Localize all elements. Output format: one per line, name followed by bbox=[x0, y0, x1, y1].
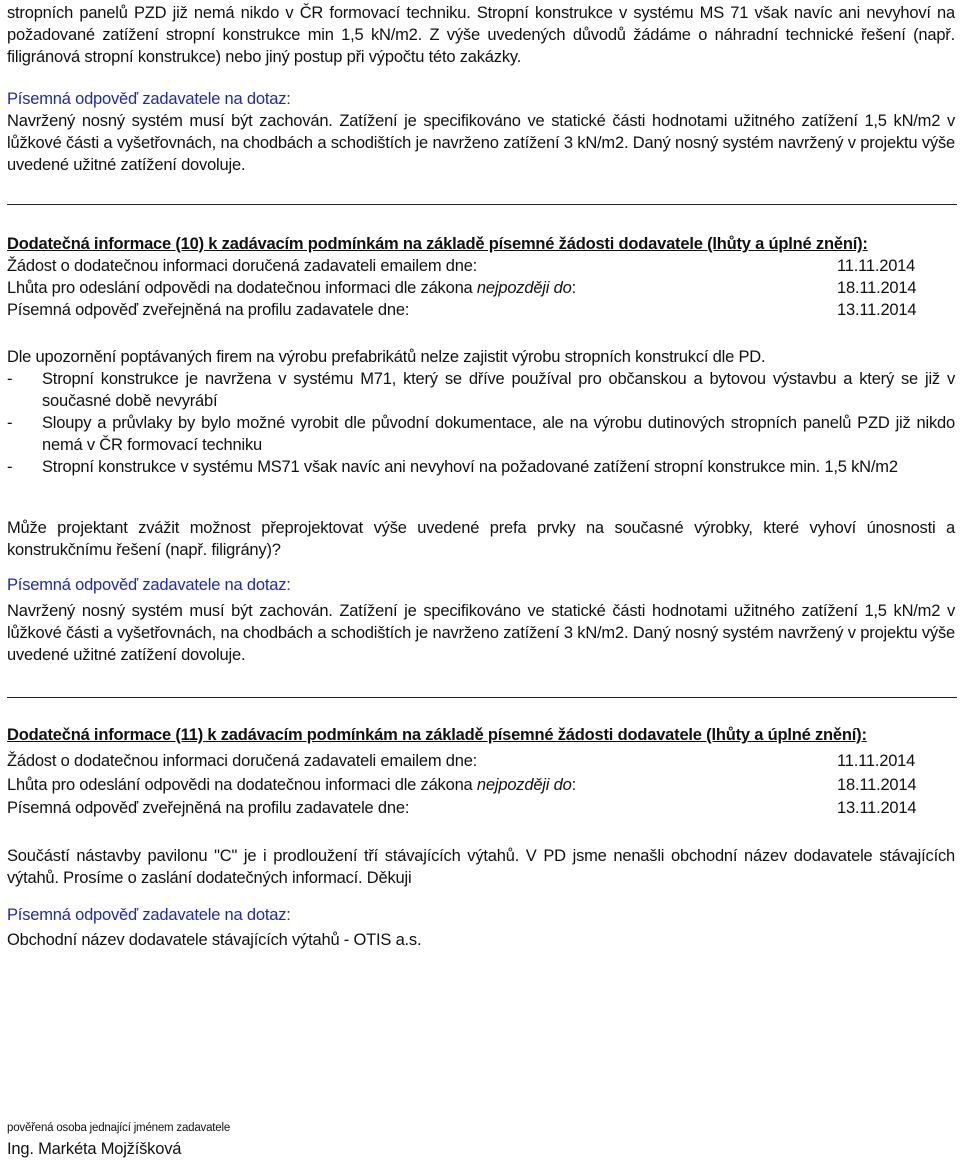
section-11-heading: Dodatečná informace (11) k zadávacím podmínkám na základě písemné žádosti dodavatele (lhůty a úplné znění): bbox=[7, 726, 867, 744]
list-item-text: Stropní konstrukce je navržena v systému M71, který se dříve používal pro občanskou a bytovou výstavbu a který se již v současné době nevyrábí bbox=[42, 370, 955, 410]
intro-paragraph: stropních panelů PZD již nemá nikdo v ČR formovací techniku. Stropní konstrukce v systému MS 71 však navíc ani nevyhoví na požadované zatížení stropní konstrukce min 1,5 kN/m2. Z výše uvedených důvodů žádáme o náhradní technické řešení (např. filigránová stropní konstrukce) nebo jiný postup při výpočtu této zakázky. bbox=[7, 4, 955, 66]
answer-heading: Písemná odpověď zadavatele na dotaz: bbox=[7, 90, 291, 108]
list-item bbox=[7, 412, 955, 456]
row-date: 13.11.2014 bbox=[837, 799, 917, 817]
row-label bbox=[7, 774, 576, 796]
section-11-row-deadline bbox=[7, 774, 937, 796]
row-label-colon: : bbox=[571, 279, 576, 297]
section-10-intro: Dle upozornění poptávaných firem na výrobu prefabrikátů nelze zajistit výrobu stropních konstrukcí dle PD. bbox=[7, 348, 766, 366]
section-10-row-published bbox=[7, 299, 937, 321]
row-label bbox=[7, 277, 576, 299]
answer-text: Obchodní název dodavatele stávajících výtahů - OTIS a.s. bbox=[7, 931, 422, 949]
row-date: 11.11.2014 bbox=[837, 752, 916, 770]
row-label-part: Lhůta pro odeslání odpovědi na dodatečnou informaci dle zákona bbox=[7, 279, 477, 297]
section-10-row-request bbox=[7, 255, 937, 277]
row-label-italic: nejpozději do bbox=[476, 279, 572, 297]
list-item bbox=[7, 456, 955, 478]
answer-text: Navržený nosný systém musí být zachován. Zatížení je specifikováno ve statické části hodnotami užitného zatížení 1,5 kN/m2 v lůžkové části a vyšetřovnách, na chodbách a schodištích je navrženo zatížení 3 kN/m2. Daný nosný systém navržený v projektu výše uvedené užitné zatížení dovoluje. bbox=[7, 602, 955, 664]
answer-heading: Písemná odpověď zadavatele na dotaz: bbox=[7, 906, 291, 924]
signatory-name: Ing. Markéta Mojžíšková bbox=[7, 1140, 182, 1158]
section-divider bbox=[7, 204, 957, 205]
row-label: Písemná odpověď zveřejněná na profilu zadavatele dne: bbox=[7, 301, 410, 319]
section-10-heading: Dodatečná informace (10) k zadávacím podmínkám na základě písemné žádosti dodavatele (lhůty a úplné znění): bbox=[7, 235, 868, 253]
row-label-italic: nejpozději do bbox=[476, 776, 572, 794]
section-10-row-deadline bbox=[7, 277, 937, 299]
section-10-question: Může projektant zvážit možnost přeprojektovat výše uvedené prefa prvky na současné výrobky, které vyhoví únosnosti a konstrukčnímu řešení (např. filigrány)? bbox=[7, 519, 955, 559]
signatory-role: pověřená osoba jednající jménem zadavatele bbox=[7, 1122, 231, 1134]
row-label: Žádost o dodatečnou informaci doručená zadavateli emailem dne: bbox=[7, 257, 478, 275]
row-label-part: Lhůta pro odeslání odpovědi na dodatečnou informaci dle zákona bbox=[7, 776, 477, 794]
row-label-colon: : bbox=[571, 776, 576, 794]
list-dash: - bbox=[7, 414, 13, 432]
row-date: 18.11.2014 bbox=[837, 776, 917, 794]
section-10-list bbox=[7, 368, 955, 478]
section-11-question: Součástí nástavby pavilonu "C" je i prodloužení tří stávajících výtahů. V PD jsme nenašli obchodní název dodavatele stávajících výtahů. Prosíme o zaslání dodatečných informací. Děkuji bbox=[7, 847, 955, 887]
list-item-text: Sloupy a průvlaky by bylo možné vyrobit dle původní dokumentace, ale na výrobu dutinových stropních panelů PZD již nikdo nemá v ČR formovací techniku bbox=[42, 414, 955, 454]
answer-text: Navržený nosný systém musí být zachován. Zatížení je specifikováno ve statické části hodnotami užitného zatížení 1,5 kN/m2 v lůžkové části a vyšetřovnách, na chodbách a schodištích je navrženo zatížení 3 kN/m2. Daný nosný systém navržený v projektu výše uvedené užitné zatížení dovoluje. bbox=[7, 112, 955, 174]
row-date: 13.11.2014 bbox=[837, 301, 917, 319]
section-11-row-request bbox=[7, 750, 937, 772]
row-date: 11.11.2014 bbox=[837, 257, 916, 275]
answer-heading: Písemná odpověď zadavatele na dotaz: bbox=[7, 576, 291, 594]
row-date: 18.11.2014 bbox=[837, 279, 917, 297]
section-divider bbox=[7, 697, 957, 698]
list-item bbox=[7, 368, 955, 412]
row-label: Písemná odpověď zveřejněná na profilu zadavatele dne: bbox=[7, 799, 410, 817]
list-item-text: Stropní konstrukce v systému MS71 však navíc ani nevyhoví na požadované zatížení stropní konstrukce min. 1,5 kN/m2 bbox=[42, 458, 898, 476]
list-dash: - bbox=[7, 370, 13, 388]
section-11-row-published bbox=[7, 797, 937, 819]
row-label: Žádost o dodatečnou informaci doručená zadavateli emailem dne: bbox=[7, 752, 478, 770]
list-dash: - bbox=[7, 458, 13, 476]
